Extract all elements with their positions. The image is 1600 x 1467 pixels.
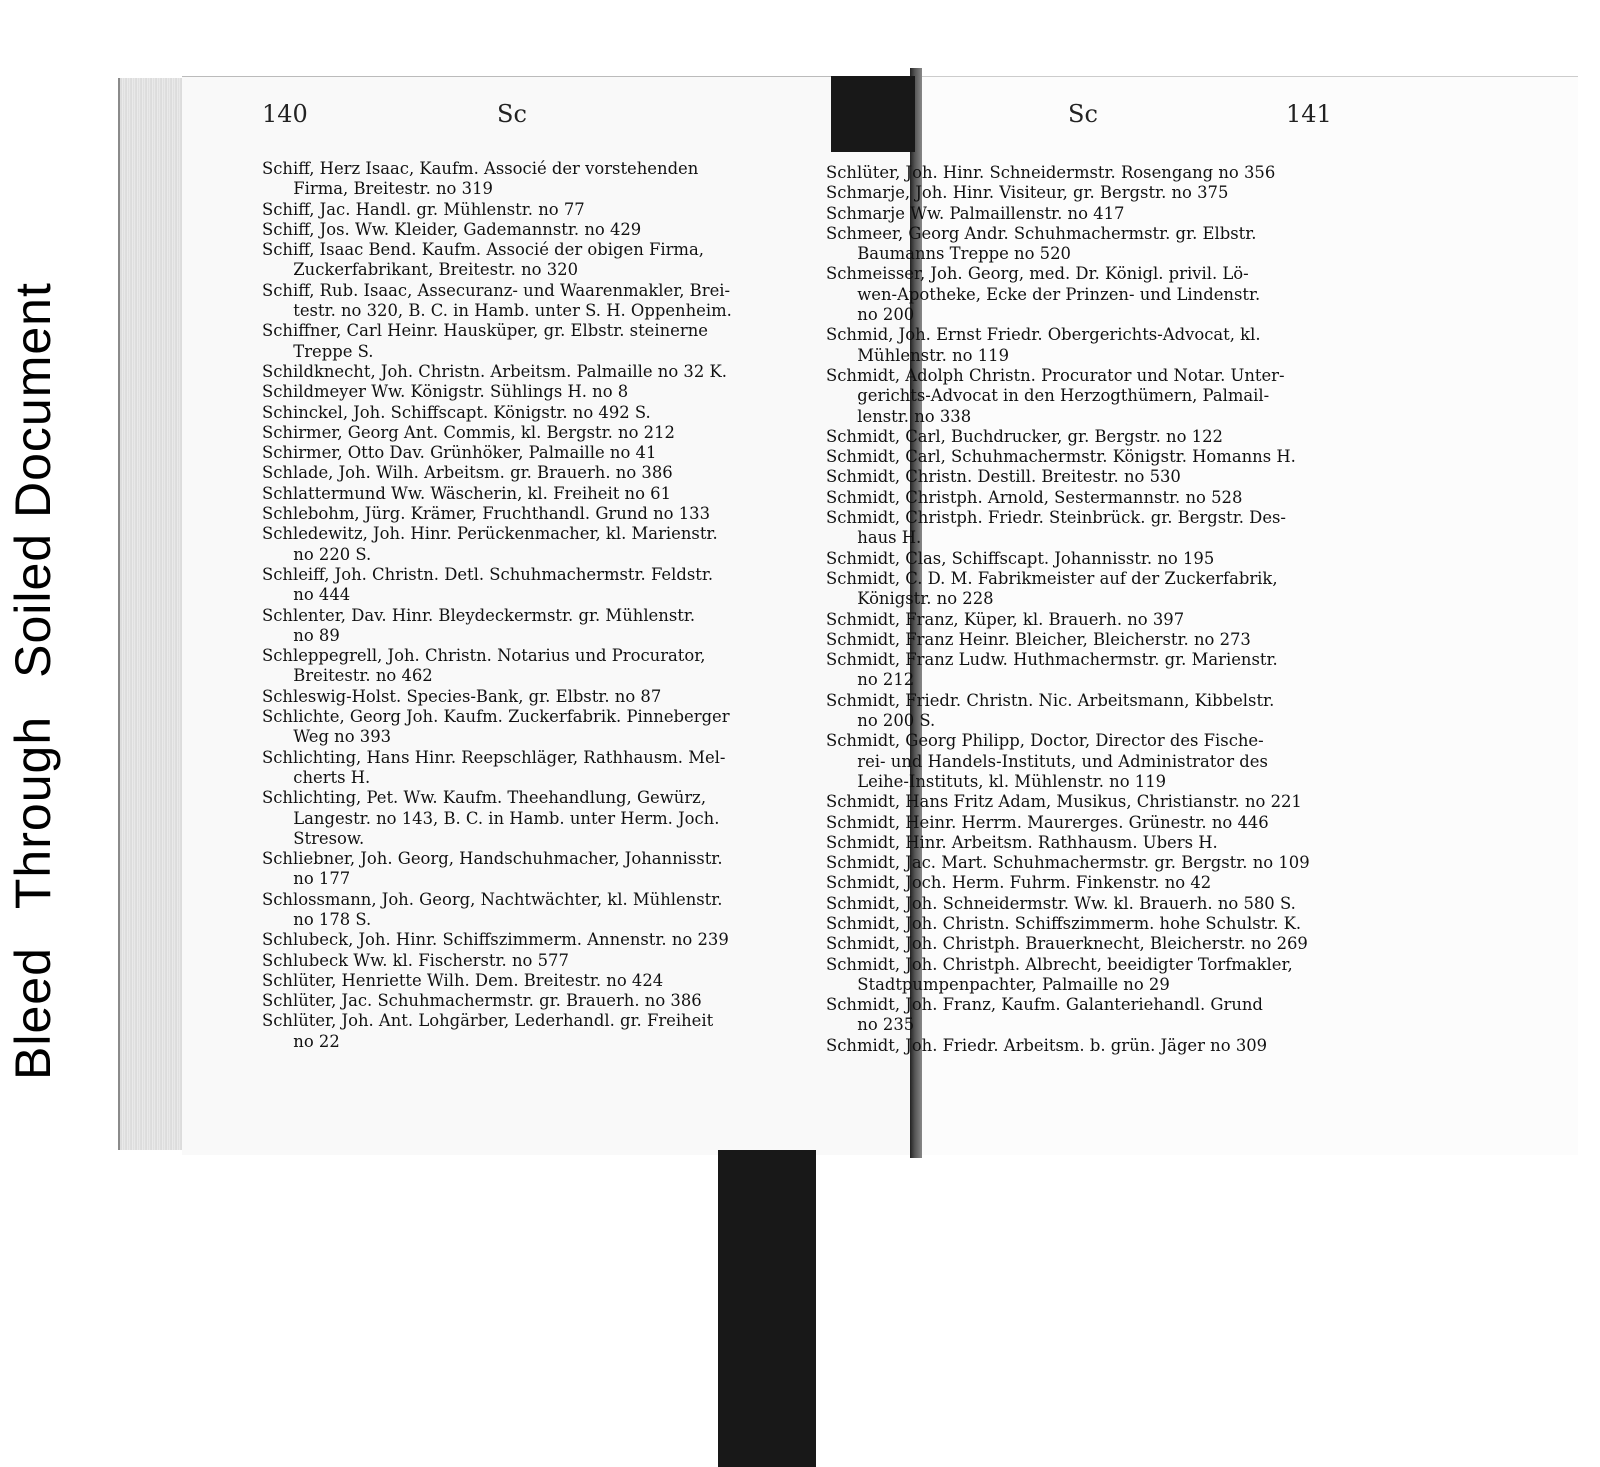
entry-line: Schmidt, Franz Ludw. Huthmachermstr. gr. Marienstr.: [826, 650, 1278, 670]
entry-line: Schmidt, Clas, Schiffscapt. Johannisstr. no 195: [826, 548, 1215, 568]
entry-line: Schiff, Jac. Handl. gr. Mühlenstr. no 77: [262, 199, 585, 219]
entry-line: Schmidt, Christph. Arnold, Sestermannstr. no 528: [826, 487, 1243, 507]
entry-line: Zuckerfabrikant, Breitestr. no 320: [262, 260, 579, 280]
entry-line: Schleppegrell, Joh. Christn. Notarius und Procurator,: [262, 646, 706, 666]
entry-line: Schildmeyer Ww. Königstr. Sühlings H. no 8: [262, 382, 629, 402]
left-running-header: Sc: [497, 100, 527, 128]
entry-line: Schmidt, Carl, Buchdrucker, gr. Bergstr. no 122: [826, 426, 1223, 446]
entry-line: Schmidt, Jac. Mart. Schuhmachermstr. gr. Bergstr. no 109: [826, 853, 1310, 873]
entry-line: Schmarje, Joh. Hinr. Visiteur, gr. Bergstr. no 375: [826, 183, 1229, 203]
entry-line: Schledewitz, Joh. Hinr. Perückenmacher, kl. Marienstr.: [262, 524, 718, 544]
entry-line: Schlichte, Georg Joh. Kaufm. Zuckerfabrik. Pinneberger: [262, 707, 730, 727]
entry-line: Schmidt, Joch. Herm. Fuhrm. Finkenstr. no 42: [826, 873, 1212, 893]
entry-line: Schleiff, Joh. Christn. Detl. Schuhmachermstr. Feldstr.: [262, 564, 714, 584]
entry-line: no 89: [262, 625, 340, 645]
top-clip: [831, 76, 915, 152]
entry-line: no 200: [826, 305, 915, 325]
entry-line: Schlubeck Ww. kl. Fischerstr. no 577: [262, 950, 569, 970]
entry-line: Schirmer, Georg Ant. Commis, kl. Bergstr. no 212: [262, 422, 675, 442]
entry-line: no 177: [262, 869, 351, 889]
entry-line: Schiff, Rub. Isaac, Assecuranz- und Waarenmakler, Brei-: [262, 280, 731, 300]
entry-line: Schlichting, Pet. Ww. Kaufm. Theehandlung, Gewürz,: [262, 788, 707, 808]
entry-line: no 212: [826, 670, 915, 690]
entry-line: Schmidt, Joh. Franz, Kaufm. Galanteriehandl. Grund: [826, 995, 1263, 1015]
entry-line: Schlubeck, Joh. Hinr. Schiffszimmerm. Annenstr. no 239: [262, 930, 729, 950]
entry-line: Schlüter, Joh. Hinr. Schneidermstr. Rosengang no 356: [826, 163, 1276, 182]
entry-line: no 200 S.: [826, 711, 936, 731]
entry-line: Mühlenstr. no 119: [826, 345, 1010, 365]
entry-line: gerichts-Advocat in den Herzogthümern, Palmail-: [826, 386, 1270, 406]
entry-line: Schmidt, Franz, Küper, kl. Brauerh. no 397: [826, 609, 1185, 629]
entry-line: Schmidt, C. D. M. Fabrikmeister auf der Zuckerfabrik,: [826, 568, 1278, 588]
entry-line: Schiff, Jos. Ww. Kleider, Gademannstr. no 429: [262, 219, 642, 239]
entry-line: Schmeisser, Joh. Georg, med. Dr. Königl. privil. Lö-: [826, 264, 1249, 284]
entry-line: Treppe S.: [262, 341, 374, 361]
entry-line: Langestr. no 143, B. C. in Hamb. unter Herm. Joch.: [262, 808, 720, 828]
entry-line: cherts H.: [262, 767, 371, 787]
entry-line: Schmeer, Georg Andr. Schuhmachermstr. gr. Elbstr.: [826, 223, 1257, 243]
watermark-word-through: Through: [5, 715, 61, 910]
right-running-header: Sc: [1068, 100, 1098, 128]
entry-line: no 220 S.: [262, 544, 372, 564]
entry-line: Breitestr. no 462: [262, 666, 433, 686]
entry-line: no 235: [826, 1015, 915, 1035]
entry-line: Schmidt, Christph. Friedr. Steinbrück. gr. Bergstr. Des-: [826, 508, 1286, 528]
entry-line: Schmidt, Georg Philipp, Doctor, Director des Fische-: [826, 731, 1264, 751]
entry-line: Schinckel, Joh. Schiffscapt. Königstr. no 492 S.: [262, 402, 651, 422]
entry-line: Schildknecht, Joh. Christn. Arbeitsm. Palmaille no 32 K.: [262, 361, 727, 381]
entry-line: Schirmer, Otto Dav. Grünhöker, Palmaille no 41: [262, 443, 657, 463]
entry-line: wen-Apotheke, Ecke der Prinzen- und Lindenstr.: [826, 284, 1261, 304]
entry-line: Schmidt, Christn. Destill. Breitestr. no 530: [826, 467, 1181, 487]
entry-line: Schmidt, Carl, Schuhmachermstr. Königstr. Homanns H.: [826, 447, 1296, 467]
entry-line: Schmidt, Hinr. Arbeitsm. Rathhausm. Ubers H.: [826, 832, 1218, 852]
entry-line: Schmidt, Joh. Schneidermstr. Ww. kl. Brauerh. no 580 S.: [826, 893, 1296, 913]
entry-line: Schlichting, Hans Hinr. Reepschläger, Rathhausm. Mel-: [262, 747, 726, 767]
entry-line: Schlattermund Ww. Wäscherin, kl. Freiheit no 61: [262, 483, 672, 503]
left-page-number: 140: [262, 100, 308, 128]
entry-line: Stresow.: [262, 828, 365, 848]
entry-line: no 178 S.: [262, 909, 372, 929]
entry-line: Schmid, Joh. Ernst Friedr. Obergerichts-Advocat, kl.: [826, 325, 1261, 345]
watermark-label: [5, 282, 61, 1080]
entry-line: Schlüter, Joh. Ant. Lohgärber, Lederhandl. gr. Freiheit: [262, 1011, 714, 1031]
entry-line: Schleswig-Holst. Species-Bank, gr. Elbstr. no 87: [262, 686, 662, 706]
entry-line: no 22: [262, 1031, 340, 1051]
entry-line: Schmidt, Hans Fritz Adam, Musikus, Christianstr. no 221: [826, 792, 1302, 812]
entry-line: Königstr. no 228: [826, 589, 994, 609]
entry-line: Schmarje Ww. Palmaillenstr. no 417: [826, 203, 1125, 223]
entry-line: Schmidt, Franz Heinr. Bleicher, Bleicherstr. no 273: [826, 629, 1251, 649]
left-entry-list: [262, 159, 732, 1052]
entry-line: Schmidt, Joh. Friedr. Arbeitsm. b. grün. Jäger no 309: [826, 1035, 1268, 1055]
entry-line: Leihe-Instituts, kl. Mühlenstr. no 119: [826, 771, 1167, 791]
right-page-number: 141: [1286, 100, 1332, 128]
entry-line: Schlenter, Dav. Hinr. Bleydeckermstr. gr. Mühlenstr.: [262, 605, 696, 625]
entry-line: Schliebner, Joh. Georg, Handschuhmacher, Johannisstr.: [262, 849, 723, 869]
entry-line: Schiff, Isaac Bend. Kaufm. Associé der obigen Firma,: [262, 240, 704, 260]
entry-line: Schiff, Herz Isaac, Kaufm. Associé der vorstehenden: [262, 159, 699, 178]
entry-line: Schmidt, Friedr. Christn. Nic. Arbeitsmann, Kibbelstr.: [826, 690, 1275, 710]
watermark-word-soiled: Soiled Document: [5, 282, 61, 678]
entry-line: testr. no 320, B. C. in Hamb. unter S. H. Oppenheim.: [262, 301, 732, 321]
watermark-word-bleed: Bleed: [5, 947, 61, 1080]
entry-line: haus H.: [826, 528, 922, 548]
entry-line: Baumanns Treppe no 520: [826, 244, 1071, 264]
entry-line: Weg no 393: [262, 727, 392, 747]
entry-line: Schiffner, Carl Heinr. Hausküper, gr. Elbstr. steinerne: [262, 321, 708, 341]
entry-line: no 444: [262, 585, 351, 605]
entry-line: Schlade, Joh. Wilh. Arbeitsm. gr. Brauerh. no 386: [262, 463, 673, 483]
entry-line: Schmidt, Joh. Christph. Brauerknecht, Bleicherstr. no 269: [826, 934, 1308, 954]
entry-line: Firma, Breitestr. no 319: [262, 179, 493, 199]
right-entry-list: [826, 163, 1310, 1056]
entry-line: rei- und Handels-Instituts, und Administrator des: [826, 751, 1268, 771]
entry-line: Schlüter, Jac. Schuhmachermstr. gr. Brauerh. no 386: [262, 991, 702, 1011]
page-edges: [118, 78, 186, 1150]
entry-line: Stadtpumpenpachter, Palmaille no 29: [826, 974, 1170, 994]
entry-line: Schlossmann, Joh. Georg, Nachtwächter, kl. Mühlenstr.: [262, 889, 723, 909]
entry-line: lenstr. no 338: [826, 406, 972, 426]
entry-line: Schmidt, Joh. Christph. Albrecht, beeidigter Torfmakler,: [826, 954, 1293, 974]
entry-line: Schmidt, Adolph Christn. Procurator und Notar. Unter-: [826, 365, 1285, 385]
entry-line: Schmidt, Heinr. Herrm. Maurerges. Grünestr. no 446: [826, 812, 1269, 832]
entry-line: Schmidt, Joh. Christn. Schiffszimmerm. hohe Schulstr. K.: [826, 913, 1302, 933]
entry-line: Schlüter, Henriette Wilh. Dem. Breitestr. no 424: [262, 970, 664, 990]
entry-line: Schlebohm, Jürg. Krämer, Fruchthandl. Grund no 133: [262, 504, 710, 524]
bottom-clip: [718, 1150, 816, 1467]
